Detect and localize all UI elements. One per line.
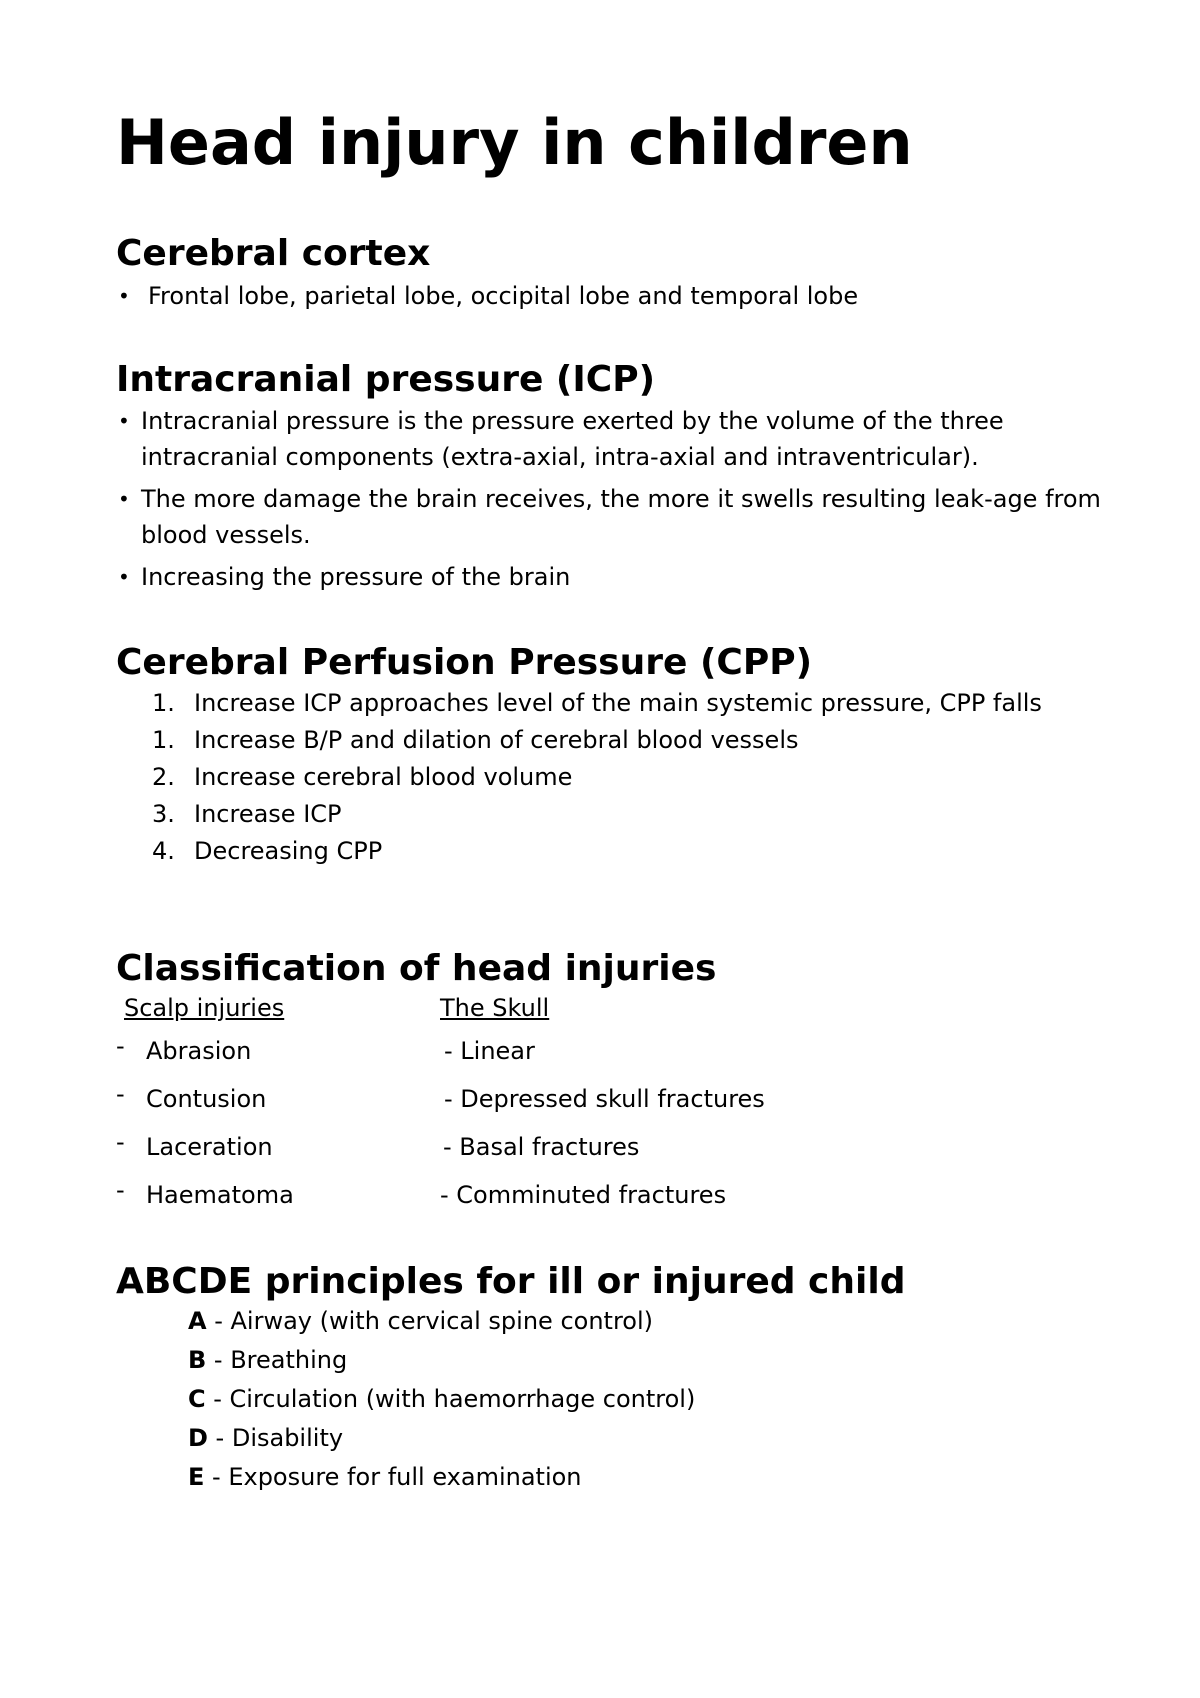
scalp-injuries-header: Scalp injuries — [124, 994, 285, 1022]
list-item — [188, 1302, 1088, 1341]
icp-bullet-list — [116, 403, 1116, 601]
list-item — [116, 278, 1116, 314]
list-item — [152, 722, 1082, 758]
heading-cerebral-cortex: Cerebral cortex — [116, 233, 431, 274]
table-row — [116, 1129, 1016, 1177]
bullet-icon: • — [118, 284, 130, 308]
skull-injury-cell: - Linear — [444, 1037, 535, 1065]
list-item-text: Intracranial pressure is the pressure exerted by the volume of the three intracranial components (extra-axial, intra-axial and intraventricular). — [141, 407, 1004, 471]
abcde-text: - Airway (with cervical spine control) — [206, 1307, 653, 1335]
list-item — [116, 403, 1116, 475]
list-item-text: Frontal lobe, parietal lobe, occipital lobe and temporal lobe — [148, 282, 859, 310]
bullet-icon: • — [118, 565, 130, 589]
scalp-injury-cell: Abrasion — [146, 1037, 252, 1065]
abcde-text: - Circulation (with haemorrhage control) — [205, 1385, 696, 1413]
list-item — [152, 833, 1082, 869]
list-item — [116, 481, 1116, 553]
table-row — [116, 1177, 1016, 1225]
list-item-number: 1. — [152, 726, 175, 754]
abcde-text: - Exposure for full examination — [204, 1463, 582, 1491]
scalp-injury-cell: Haematoma — [146, 1181, 294, 1209]
list-item — [116, 559, 1116, 595]
table-row — [116, 1033, 1016, 1081]
scalp-injury-cell: Contusion — [146, 1085, 267, 1113]
abcde-text: - Disability — [207, 1424, 344, 1452]
skull-header: The Skull — [440, 994, 550, 1022]
bullet-icon: • — [118, 409, 130, 433]
list-item — [188, 1341, 1088, 1380]
classification-table — [116, 1033, 1016, 1225]
list-item-number: 3. — [152, 800, 175, 828]
list-item — [152, 759, 1082, 795]
abcde-text: - Breathing — [206, 1346, 348, 1374]
dash-marker: - — [116, 1176, 125, 1204]
list-item-text: The more damage the brain receives, the more it swells resulting leak-age from blood vessels. — [141, 485, 1101, 549]
list-item — [152, 796, 1082, 832]
abcde-list — [188, 1302, 1088, 1497]
list-item-number: 4. — [152, 837, 175, 865]
list-item-text: Increase ICP — [194, 800, 342, 828]
list-item — [188, 1458, 1088, 1497]
list-item-text: Increasing the pressure of the brain — [141, 563, 571, 591]
table-row — [116, 1081, 1016, 1129]
dash-marker: - — [116, 1128, 125, 1156]
bullet-icon: • — [118, 487, 130, 511]
cpp-numbered-list — [152, 685, 1082, 870]
list-item-number: 2. — [152, 763, 175, 791]
abcde-letter: C — [188, 1385, 206, 1413]
heading-abcde: ABCDE principles for ill or injured child — [116, 1261, 906, 1302]
heading-classification: Classification of head injuries — [116, 948, 717, 989]
abcde-letter: E — [188, 1463, 205, 1491]
list-item-text: Increase cerebral blood volume — [194, 763, 573, 791]
heading-cerebral-perfusion-pressure: Cerebral Perfusion Pressure (CPP) — [116, 642, 813, 683]
list-item-text: Increase ICP approaches level of the main systemic pressure, CPP falls — [194, 689, 1042, 717]
heading-intracranial-pressure: Intracranial pressure (ICP) — [116, 359, 656, 400]
cortex-bullet-list — [116, 278, 1116, 320]
dash-marker: - — [116, 1032, 125, 1060]
skull-injury-cell: - Comminuted fractures — [440, 1181, 727, 1209]
list-item-number: 1. — [152, 689, 175, 717]
abcde-letter: B — [188, 1346, 207, 1374]
skull-injury-cell: - Basal fractures — [443, 1133, 640, 1161]
dash-marker: - — [116, 1080, 125, 1108]
scalp-injury-cell: Laceration — [146, 1133, 273, 1161]
list-item — [188, 1380, 1088, 1419]
list-item-text: Increase B/P and dilation of cerebral blood vessels — [194, 726, 799, 754]
document-title: Head injury in children — [116, 106, 913, 179]
list-item — [188, 1419, 1088, 1458]
list-item-text: Decreasing CPP — [194, 837, 383, 865]
list-item — [152, 685, 1082, 721]
abcde-letter: D — [188, 1424, 208, 1452]
skull-injury-cell: - Depressed skull fractures — [444, 1085, 765, 1113]
abcde-letter: A — [188, 1307, 207, 1335]
